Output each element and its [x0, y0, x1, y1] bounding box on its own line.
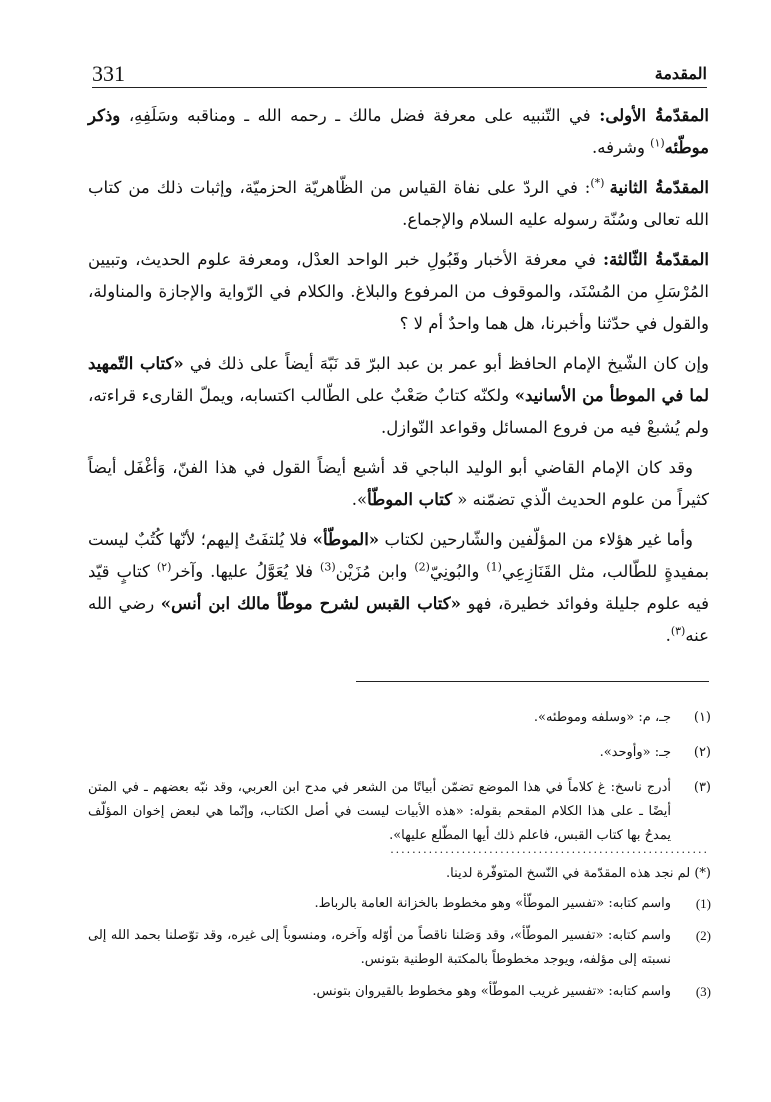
footnote-rule	[356, 681, 709, 682]
footnote-marker: (٢)	[156, 560, 172, 574]
footnote-marker: (3)	[320, 560, 336, 574]
paragraph-text: في معرفة الأخبار وقَبُولِ خبر الواحد العدْل، ومعرفة علوم الحديث، وتبيين المُرْسَلِ من المُسْنَد، والموقوف من المرفوع والبلاغ. والكلام في الرّواية والإجازة والمناولة، والقول في حدّثنا وأخبرنا، هل هما واحدٌ أم لا ؟	[88, 250, 709, 333]
paragraph-text: ».	[351, 490, 368, 509]
editor-note-item	[88, 924, 711, 972]
footnote-marker: (٣)	[670, 624, 686, 638]
footnote-text: جـ: «وأوحد».	[599, 745, 671, 760]
book-title-tamhid: «كتاب التّمهيد لما في الموطأ من الأسانيد»	[88, 354, 709, 405]
heading-first: المقدّمةُ الأولى:	[599, 106, 710, 125]
paragraph-third-introduction	[88, 244, 709, 340]
footnote-item	[88, 706, 711, 730]
paragraph-ibn-abd-al-barr	[88, 348, 709, 444]
heading-second: المقدّمةُ الثانية	[609, 178, 709, 197]
bold-phrase: وذكر موطّئه	[88, 106, 709, 157]
editor-note-number: (2)	[695, 928, 711, 943]
footnote-item	[88, 741, 711, 765]
paragraph-al-baji	[88, 452, 709, 516]
footnote-item	[88, 776, 711, 848]
footnotes	[88, 706, 711, 859]
paragraph-text: فلا يُعَوَّلُ عليها. وآخر	[171, 562, 321, 581]
paragraph-text: في التّنبيه على معرفة فضل مالك ـ رحمه الله ـ ومناقبه وسَلَفِهِ،	[120, 106, 600, 125]
dotted-separator: ..........................................................	[390, 846, 709, 854]
footnote-marker: (*)	[590, 176, 610, 190]
footnote-marker: (١)	[650, 136, 665, 150]
editor-note-text: واسم كتابه: «تفسير غريب الموطّأ» وهو مخطوط بالقيروان بتونس.	[312, 984, 671, 999]
page-header	[92, 58, 707, 86]
paragraph-text: : في الردّ على نفاة القياس من الظّاهريّة الحزميّة، وإثبات ذلك من كتاب الله تعالى وسُنّة رسوله عليه السلام والإجماع.	[88, 178, 709, 229]
editor-note-number: (3)	[695, 984, 711, 999]
footnote-number: (٢)	[693, 745, 711, 760]
footnote-text: أدرج ناسخ: غ كلاماً في هذا الموضع تضمّن أبياتًا من الشعر في مدح ابن العربي، وقد نبّه بعضهم ـ في المتن أيضًا ـ على هذا الكلام المقحم بقوله: «هذه الأبيات ليست في أصل الكتاب، وإنّما هي لبعض إخوان المؤلّف يمدحُ بها كتاب القبس، فاعلم ذلك أيها المطّلع عليها».	[88, 780, 671, 843]
paragraph-text: ولكنّه كتابٌ صَعْبٌ على الطّالب اكتسابه، ويملّ القارىء قراءته، ولم يُشبعْ فيه من فروع المسائل وقواعد النّوازل.	[88, 386, 709, 437]
paragraph-text: .	[665, 626, 671, 645]
book-title-muwatta: كتاب الموطّأ	[367, 490, 453, 509]
paragraph-text: فلا يُلتفَتُ إليهم؛ لأنّها كُتُبٌ ليست بمفيدةٍ للطّالب، مثل القَنَازِعِي	[88, 530, 709, 581]
footnote-number: (٣)	[693, 780, 711, 795]
paragraph-text: والبُونِيّ	[429, 562, 487, 581]
book-title-qabas: «كتاب القبس لشرح موطّأ مالك ابن أنس»	[160, 594, 461, 613]
heading-third: المقدّمةُ الثّالثة:	[602, 250, 709, 269]
editor-note-item	[88, 892, 711, 916]
paragraph-text: وإن كان الشّيخ الإمام الحافظ أبو عمر بن عبد البرّ قد نَبّهَ أيضاً على ذلك في	[183, 354, 709, 373]
footnote-number: (١)	[693, 710, 711, 725]
editor-note-number: (1)	[695, 896, 711, 911]
editor-note-text: واسم كتابه: «تفسير الموطّأ» وهو مخطوط بالخزانة العامة بالرباط.	[314, 896, 671, 911]
paragraph-second-introduction	[88, 172, 709, 236]
paragraph-other-commentators	[88, 524, 709, 652]
paragraph-text: وقد كان الإمام القاضي أبو الوليد الباجي قد أشبع أيضاً القول في هذا الفنّ، وَأغْفَل أيضاً كثيراً من علوم الحديث الّذي تضمّنه «	[88, 458, 709, 509]
paragraph-text: كتابٍ قيّد فيه علوم جليلة وفوائد خطيرة، فهو	[88, 562, 709, 613]
paragraph-text: وأما غير هؤلاء من المؤلّفين والشّارحين لكتاب	[379, 530, 694, 549]
footnote-marker: (2)	[414, 560, 430, 574]
editor-note-star: (*) لم نجد هذه المقدّمة في النّسخ المتوفّرة لدينا.	[446, 866, 711, 881]
paragraph-text: وابن مُزَيْن	[335, 562, 415, 581]
editor-note-text: واسم كتابه: «تفسير الموطّأ»، وقد وَصَلنا ناقصاً من أوّله وآخره، ومنسوباً إلى غيره، وقد توّصلنا بحمد الله إلى نسبته إلى مؤلفه، ويوجد مخطوطاً بالمكتبة الوطنية بتونس.	[88, 928, 671, 967]
paragraph-text: وشرفه.	[592, 138, 651, 157]
running-title: المقدمة	[654, 64, 707, 83]
paragraph-text: رضي الله عنه	[88, 594, 709, 645]
footnote-text: جـ، م: «وسلفه وموطئه».	[533, 710, 671, 725]
editor-note-item	[88, 980, 711, 1004]
footnote-marker: (1)	[486, 560, 502, 574]
page-number: 331	[92, 61, 125, 86]
book-title-muwatta-2: «الموطّأ»	[312, 530, 380, 549]
editor-notes	[88, 862, 711, 1012]
paragraph-first-introduction	[88, 100, 709, 164]
main-text	[88, 100, 709, 660]
header-rule	[92, 87, 707, 88]
